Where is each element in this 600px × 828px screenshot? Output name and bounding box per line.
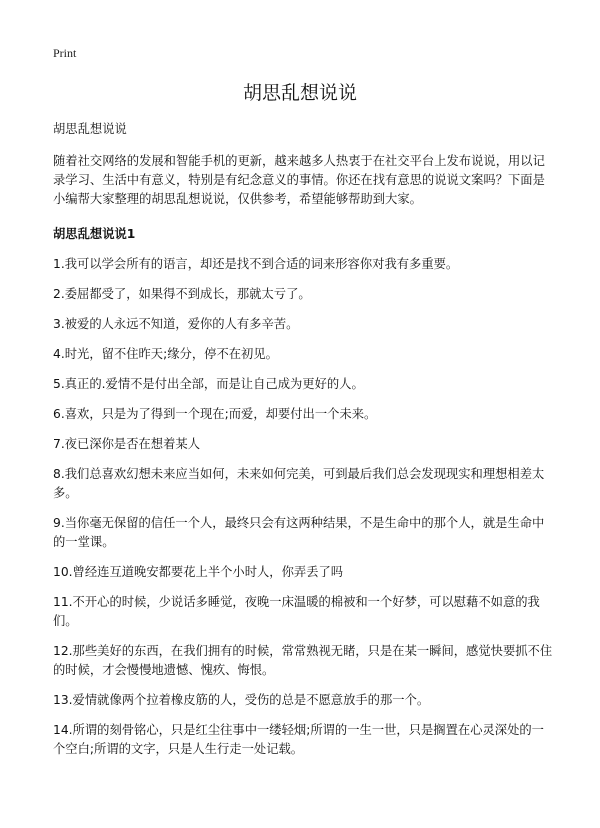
intro-paragraph: 随着社交网络的发展和智能手机的更新，越来越多人热衷于在社交平台上发布说说，用以记录学习、生活中有意义，特别是有纪念意义的事情。你还在找有意思的说说文案吗？下面是小编帮大家整理的胡思乱想说说，仅供参考，希望能够帮助到大家。 bbox=[53, 154, 545, 206]
article-subtitle: 胡思乱想说说 bbox=[53, 122, 127, 136]
article-body bbox=[53, 120, 553, 770]
list-item: 1.我可以学会所有的语言，却还是找不到合适的词来形容你对我有多重要。 bbox=[53, 257, 459, 271]
list-item: 3.被爱的人永远不知道，爱你的人有多辛苦。 bbox=[53, 317, 299, 331]
list-item: 10.曾经连互道晚安都要花上半个小时人，你弄丢了吗 bbox=[53, 565, 344, 579]
list-item: 6.喜欢，只是为了得到一个现在;而爱，却要付出一个未来。 bbox=[53, 407, 377, 421]
list-item: 8.我们总喜欢幻想未来应当如何，未来如何完美，可到最后我们总会发现现实和理想相差太多。 bbox=[53, 467, 545, 500]
list-item: 12.那些美好的东西，在我们拥有的时候，常常熟视无睹，只是在某一瞬间，感觉快要抓不住的时候，才会慢慢地遗憾、愧疚、悔恨。 bbox=[53, 644, 553, 677]
print-link[interactable]: Print bbox=[53, 46, 77, 60]
list-item: 4.时光，留不住昨天;缘分，停不在初见。 bbox=[53, 347, 278, 361]
list-item: 9.当你毫无保留的信任一个人，最终只会有这两种结果，不是生命中的那个人，就是生命中的一堂课。 bbox=[53, 516, 545, 549]
list-item: 5.真正的.爱情不是付出全部，而是让自己成为更好的人。 bbox=[53, 377, 364, 391]
section-heading: 胡思乱想说说1 bbox=[53, 227, 136, 241]
list-item: 14.所谓的刻骨铭心，只是红尘往事中一缕轻烟;所谓的一生一世，只是搁置在心灵深处的一个空白;所谓的文字，只是人生行走一处记载。 bbox=[53, 723, 544, 756]
list-item: 11.不开心的时候，少说话多睡觉，夜晚一床温暖的棉被和一个好梦，可以慰藉不如意的我们。 bbox=[53, 595, 540, 628]
list-item: 2.委屈都受了，如果得不到成长，那就太亏了。 bbox=[53, 287, 311, 301]
quote-list bbox=[53, 255, 553, 759]
list-item: 13.爱情就像两个拉着橡皮筋的人，受伤的总是不愿意放手的那一个。 bbox=[53, 693, 430, 707]
page-title: 胡思乱想说说 bbox=[242, 82, 357, 104]
list-item: 7.夜已深你是否在想着某人 bbox=[53, 437, 200, 451]
